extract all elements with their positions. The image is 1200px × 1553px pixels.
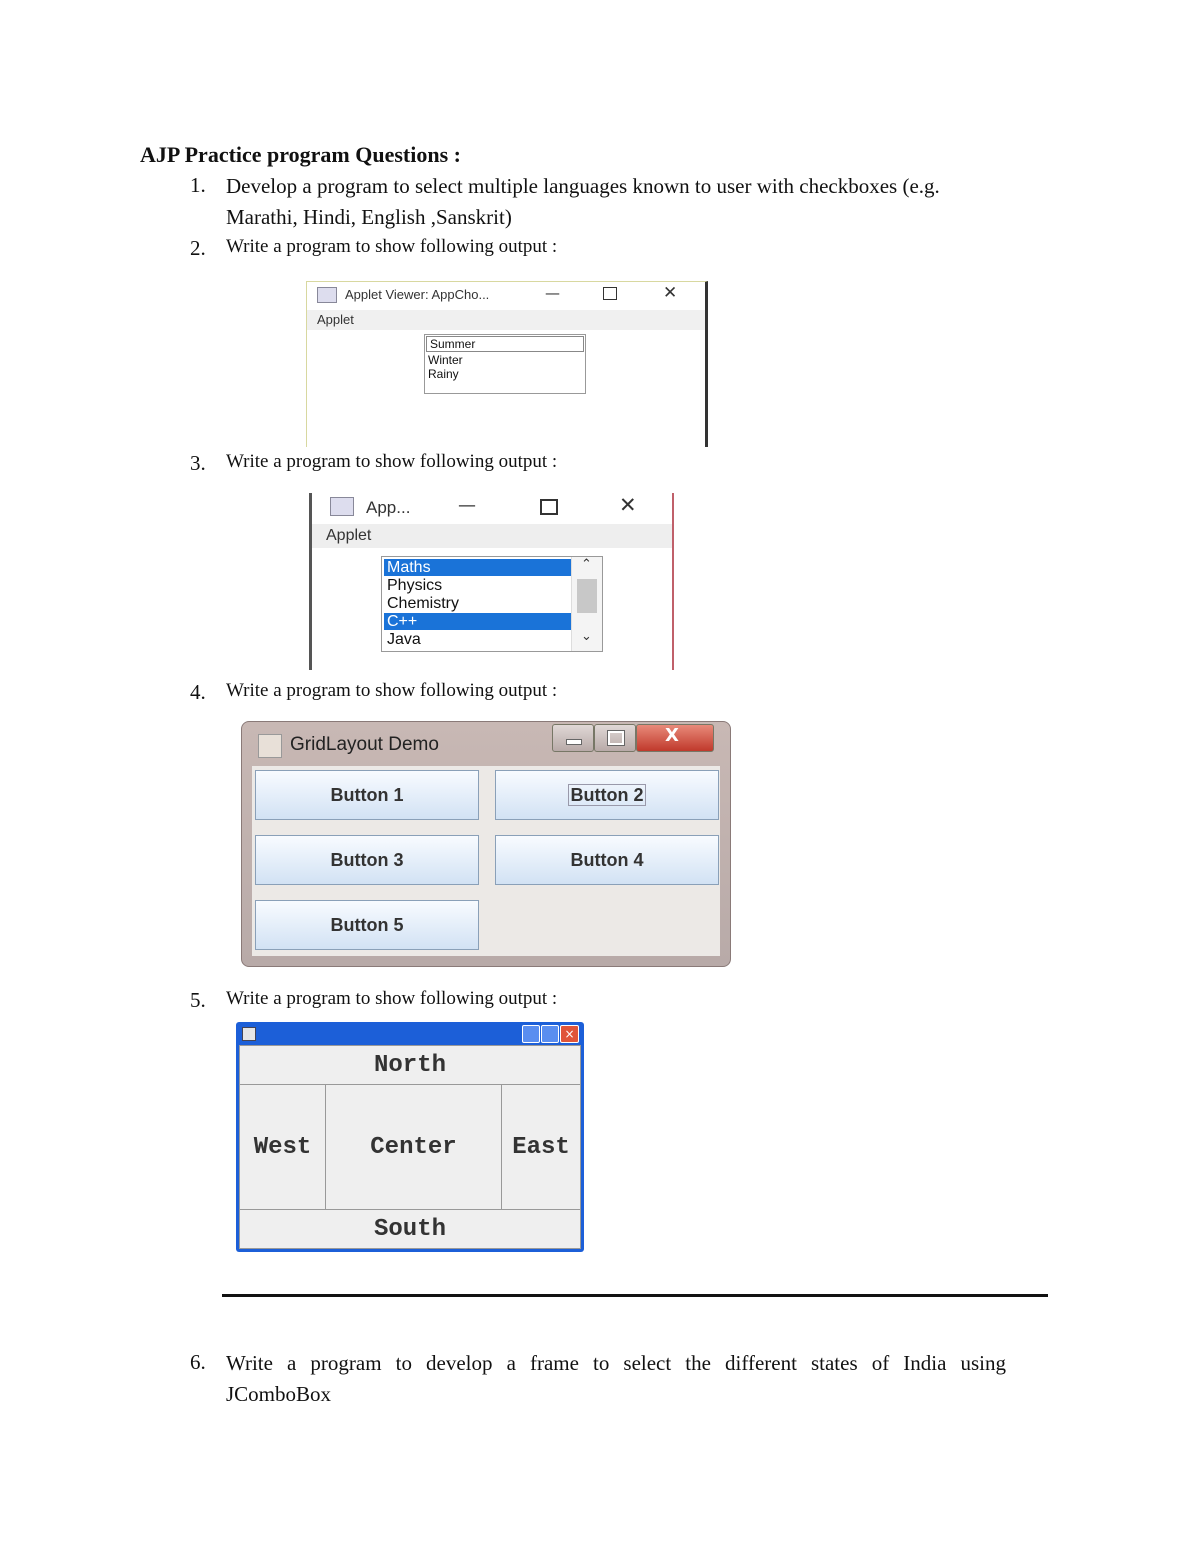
chevron-down-icon[interactable]: ⌄ (581, 629, 592, 644)
applet-viewer-window-2 (309, 493, 674, 670)
question-line: Write a program to develop a frame to select the different states of India using (226, 1351, 1006, 1375)
west-button[interactable]: West (239, 1084, 326, 1210)
button-4[interactable]: Button 4 (495, 835, 719, 885)
list-item[interactable]: Winter (428, 353, 463, 367)
question-text (226, 1348, 1006, 1410)
season-list[interactable] (424, 334, 586, 394)
list-item[interactable]: Maths (384, 559, 572, 576)
question-text: Write a program to show following output : (226, 988, 558, 1009)
minimize-icon[interactable]: — (458, 495, 476, 516)
borderlayout-window (236, 1022, 584, 1252)
grid-panel (252, 766, 720, 956)
maximize-icon[interactable] (603, 287, 617, 300)
menu-bar (307, 310, 705, 330)
menu-applet[interactable]: Applet (317, 312, 354, 327)
question-number: 3. (190, 451, 206, 475)
minimize-button[interactable] (552, 724, 594, 752)
java-icon (258, 734, 282, 758)
border-panel (239, 1045, 581, 1249)
subject-list[interactable] (381, 556, 603, 652)
question-text: Write a program to show following output : (226, 451, 558, 472)
center-button[interactable]: Center (325, 1084, 502, 1210)
maximize-icon (608, 731, 624, 745)
close-button[interactable] (636, 724, 714, 752)
question-line: Marathi, Hindi, English ,Sanskrit) (226, 205, 512, 229)
question-text: Write a program to show following output : (226, 236, 558, 257)
menu-applet[interactable]: Applet (326, 527, 372, 544)
applet-icon (317, 287, 337, 303)
maximize-icon[interactable] (541, 1025, 559, 1043)
gridlayout-demo-window (241, 721, 731, 967)
window-title: Applet Viewer: AppCho... (345, 287, 490, 302)
north-button[interactable]: North (239, 1045, 581, 1085)
list-item[interactable]: Physics (387, 577, 443, 594)
button-2-label: Button 2 (568, 784, 647, 806)
list-item[interactable]: Summer (426, 336, 584, 352)
list-item[interactable]: Rainy (428, 367, 459, 381)
horizontal-rule (222, 1294, 1048, 1297)
window-controls (550, 724, 718, 752)
close-icon[interactable]: ✕ (619, 493, 637, 517)
scrollbar-thumb[interactable] (577, 579, 597, 613)
east-button[interactable]: East (501, 1084, 581, 1210)
menu-bar (312, 524, 672, 548)
question-line: Develop a program to select multiple languages known to user with checkboxes (e.g. (226, 174, 940, 198)
close-icon[interactable]: × (560, 1025, 579, 1043)
button-5[interactable]: Button 5 (255, 900, 479, 950)
applet-viewer-window-1 (306, 281, 708, 447)
minimize-icon[interactable]: — (545, 284, 560, 302)
java-icon (242, 1027, 256, 1041)
applet-icon (330, 497, 354, 516)
maximize-icon[interactable] (540, 499, 558, 515)
minimize-icon[interactable] (522, 1025, 540, 1043)
question-line: JComboBox (226, 1382, 332, 1406)
button-3[interactable]: Button 3 (255, 835, 479, 885)
question-text: Write a program to show following output : (226, 680, 558, 701)
maximize-button[interactable] (594, 724, 636, 752)
question-number: 6. (190, 1350, 206, 1374)
window-title: App... (366, 498, 411, 517)
window-title: GridLayout Demo (290, 734, 439, 755)
minimize-icon (566, 739, 582, 745)
question-number: 5. (190, 988, 206, 1012)
close-icon[interactable]: ✕ (663, 283, 678, 303)
question-number: 2. (190, 236, 206, 260)
chevron-up-icon[interactable]: ⌃ (581, 557, 592, 572)
button-1[interactable]: Button 1 (255, 770, 479, 820)
question-number: 1. (190, 173, 206, 197)
south-button[interactable]: South (239, 1209, 581, 1249)
question-text (226, 171, 940, 233)
question-number: 4. (190, 680, 206, 704)
scrollbar[interactable] (571, 557, 602, 651)
close-icon: X (665, 725, 679, 746)
button-2[interactable] (495, 770, 719, 820)
page-heading: AJP Practice program Questions : (140, 142, 461, 167)
list-item[interactable]: Chemistry (387, 595, 460, 612)
list-item[interactable]: C++ (384, 613, 572, 630)
list-item[interactable]: Java (387, 631, 421, 648)
